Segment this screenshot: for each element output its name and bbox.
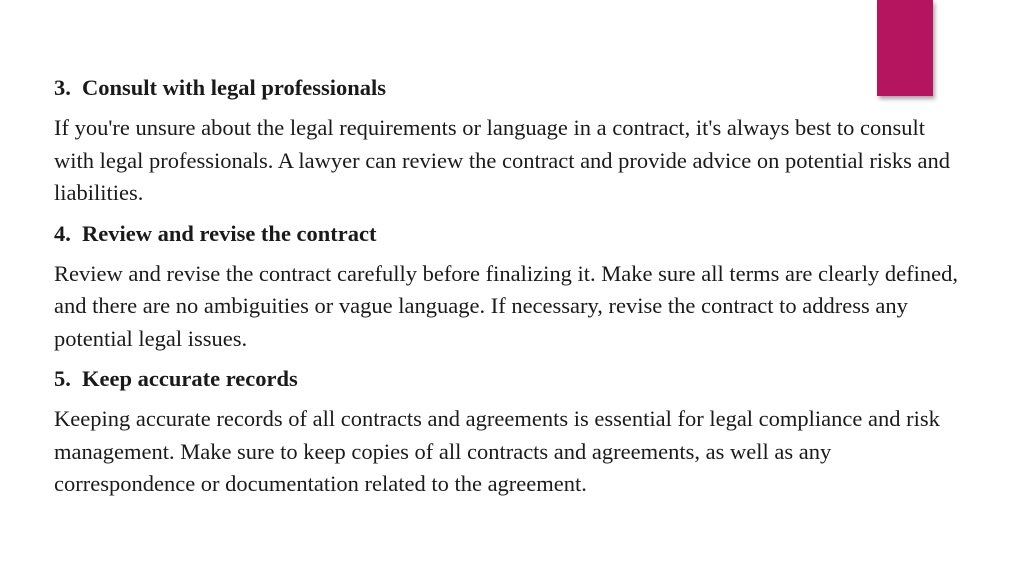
section-body: If you're unsure about the legal requirements or language in a contract, it's always best to consult with legal professionals. A lawyer can review the contract and provide advice on potential risks and liabilities. [54,115,950,205]
section-heading [54,363,964,395]
section-title: Review and revise the contract [82,220,377,246]
section-keep-records [54,363,964,501]
section-body: Review and revise the contract carefully before finalizing it. Make sure all terms are clearly defined, and there are no ambiguities or vague language. If necessary, revise the contract to address any potential legal issues. [54,260,958,351]
section-number: 5. [54,366,71,391]
section-body: Keeping accurate records of all contracts and agreements is essential for legal compliance and risk management. Make sure to keep copies of all contracts and agreements, as well as any correspondence or documentation related to the agreement. [54,406,940,496]
section-heading [54,72,964,104]
slide-content [54,72,964,509]
section-number: 4. [54,220,71,246]
section-title: Consult with legal professionals [82,75,387,100]
section-number: 3. [54,75,71,100]
section-heading [54,218,964,250]
section-title: Keep accurate records [82,366,298,391]
section-consult-legal [54,72,964,210]
section-review-revise [54,218,964,356]
